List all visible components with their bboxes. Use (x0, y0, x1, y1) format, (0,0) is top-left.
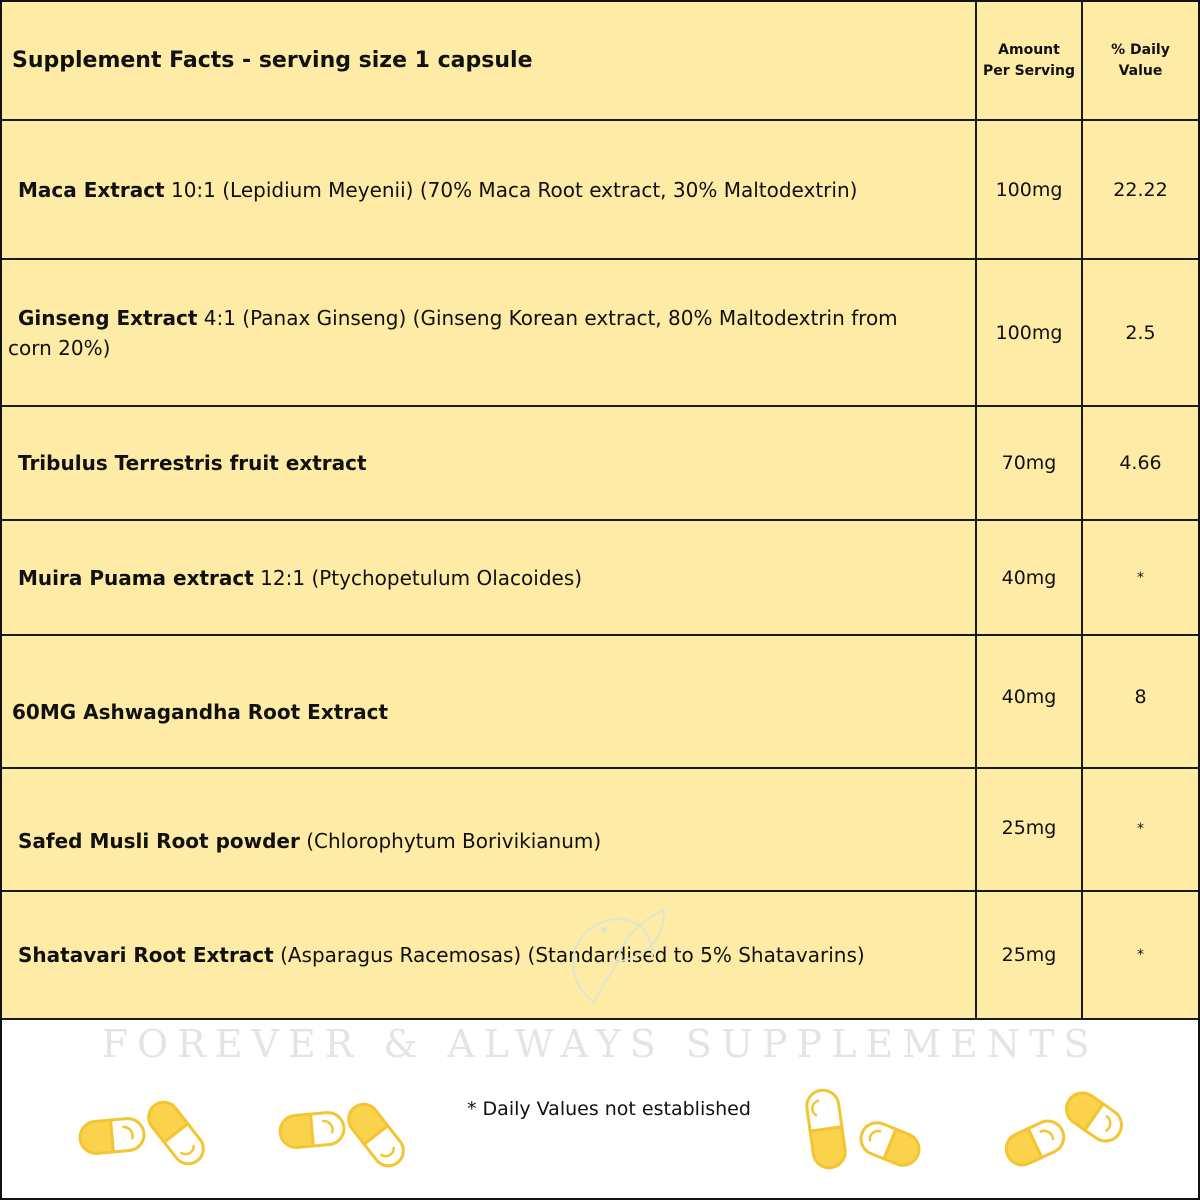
ingredient-detail: 4:1 (Panax Ginseng) (Ginseng Korean extract, 80% Maltodextrin from corn 20%) (8, 305, 898, 360)
daily-value-cell: * (1082, 891, 1198, 1019)
capsule-icon (798, 1086, 854, 1172)
amount-header-line2: Per Serving (983, 62, 1075, 79)
ingredient-cell (2, 259, 976, 406)
amount-cell: 40mg (976, 635, 1082, 768)
amount-cell: 100mg (976, 259, 1082, 406)
amount-cell: 25mg (976, 891, 1082, 1019)
capsule-icon (274, 1108, 350, 1152)
table-row (2, 520, 1198, 635)
table-row (2, 891, 1198, 1019)
daily-value-cell: * (1082, 768, 1198, 891)
amount-cell: 40mg (976, 520, 1082, 635)
amount-cell: 70mg (976, 406, 1082, 520)
daily-value-cell: 8 (1082, 635, 1198, 768)
ingredient-name: Ginseng Extract (18, 305, 198, 330)
amount-cell: 25mg (976, 768, 1082, 891)
ingredient-detail: 12:1 (Ptychopetulum Olacoides) (253, 565, 583, 590)
ingredient-name: Safed Musli Root powder (18, 828, 300, 853)
capsule-icon (1060, 1086, 1128, 1148)
ingredient-name: 60MG Ashwagandha Root Extract (12, 699, 389, 724)
capsule-icon (344, 1098, 408, 1172)
amount-header-line1: Amount (998, 42, 1060, 59)
table-row (2, 120, 1198, 259)
daily-value-cell: * (1082, 520, 1198, 635)
brand-watermark: FOREVER & ALWAYS SUPPLEMENTS (101, 1022, 1099, 1066)
capsule-icon (74, 1114, 150, 1158)
daily-values-footnote: * Daily Values not established (467, 1098, 751, 1120)
capsule-icon (144, 1096, 208, 1170)
table-header-row (2, 2, 1198, 120)
table-row (2, 768, 1198, 891)
ingredient-cell (2, 520, 976, 635)
ingredient-name: Maca Extract (18, 177, 165, 202)
daily-value-header-line1: % Daily (1111, 42, 1170, 59)
ingredient-cell (2, 120, 976, 259)
ingredient-name: Muira Puama extract (18, 565, 254, 590)
capsule-icon (852, 1114, 928, 1174)
daily-value-cell: 2.5 (1082, 259, 1198, 406)
table-row (2, 259, 1198, 406)
table-row (2, 635, 1198, 768)
daily-value-cell: 4.66 (1082, 406, 1198, 520)
daily-value-header (1082, 2, 1198, 120)
ingredient-cell (2, 635, 976, 768)
ingredient-name: Tribulus Terrestris fruit extract (18, 451, 367, 475)
ingredient-detail: 10:1 (Lepidium Meyenii) (70% Maca Root extract, 30% Maltodextrin) (164, 177, 858, 202)
table-title: Supplement Facts - serving size 1 capsule (2, 2, 976, 120)
ingredient-cell (2, 891, 976, 1019)
supplement-facts-table (2, 2, 1198, 1020)
ingredient-name: Shatavari Root Extract (18, 943, 274, 967)
amount-cell: 100mg (976, 120, 1082, 259)
ingredient-detail: (Chlorophytum Borivikianum) (299, 828, 602, 853)
daily-value-cell: 22.22 (1082, 120, 1198, 259)
ingredient-detail: (Asparagus Racemosas) (Standardised to 5% Shatavarins) (273, 943, 865, 967)
table-row (2, 406, 1198, 520)
amount-header (976, 2, 1082, 120)
ingredient-cell (2, 768, 976, 891)
ingredient-cell (2, 406, 976, 520)
daily-value-header-line2: Value (1118, 62, 1163, 79)
